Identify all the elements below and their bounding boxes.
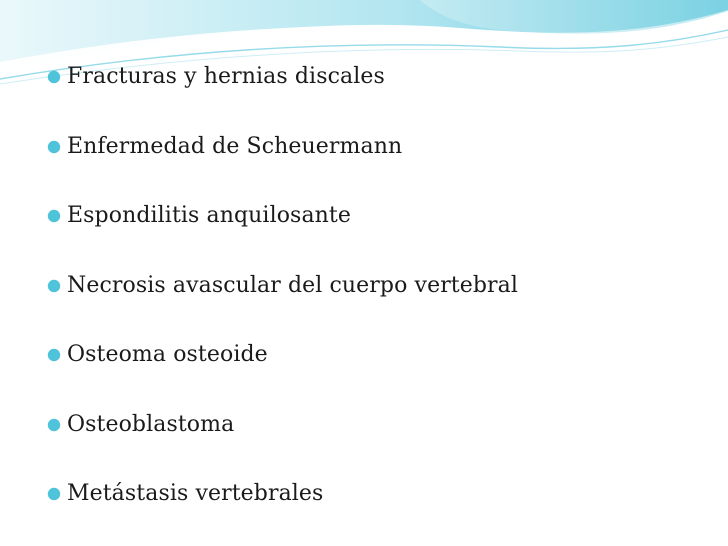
list-item [47, 128, 518, 198]
bullet-text: Necrosis avascular del cuerpo vertebral [67, 272, 519, 298]
filled-circle-bullet-icon [47, 348, 61, 362]
bullet-text: Metástasis vertebrales [67, 481, 324, 506]
filled-circle-bullet-icon [47, 487, 61, 501]
filled-circle-bullet-icon [47, 140, 61, 154]
bullet-text: Osteoblastoma [67, 411, 235, 437]
bullet-text: Enfermedad de Scheuermann [67, 133, 403, 159]
filled-circle-bullet-icon [47, 209, 61, 223]
bullet-list [47, 58, 518, 545]
list-item [47, 406, 518, 476]
filled-circle-bullet-icon [47, 279, 61, 293]
list-item [47, 475, 518, 545]
bullet-text: Fracturas y hernias discales [67, 64, 385, 89]
bullet-text: Espondilitis anquilosante [67, 203, 351, 228]
list-item [47, 267, 518, 337]
bullet-text: Osteoma osteoide [67, 342, 268, 367]
filled-circle-bullet-icon [47, 418, 61, 432]
list-item [47, 58, 518, 128]
list-item [47, 197, 518, 267]
filled-circle-bullet-icon [47, 70, 61, 84]
list-item [47, 336, 518, 406]
